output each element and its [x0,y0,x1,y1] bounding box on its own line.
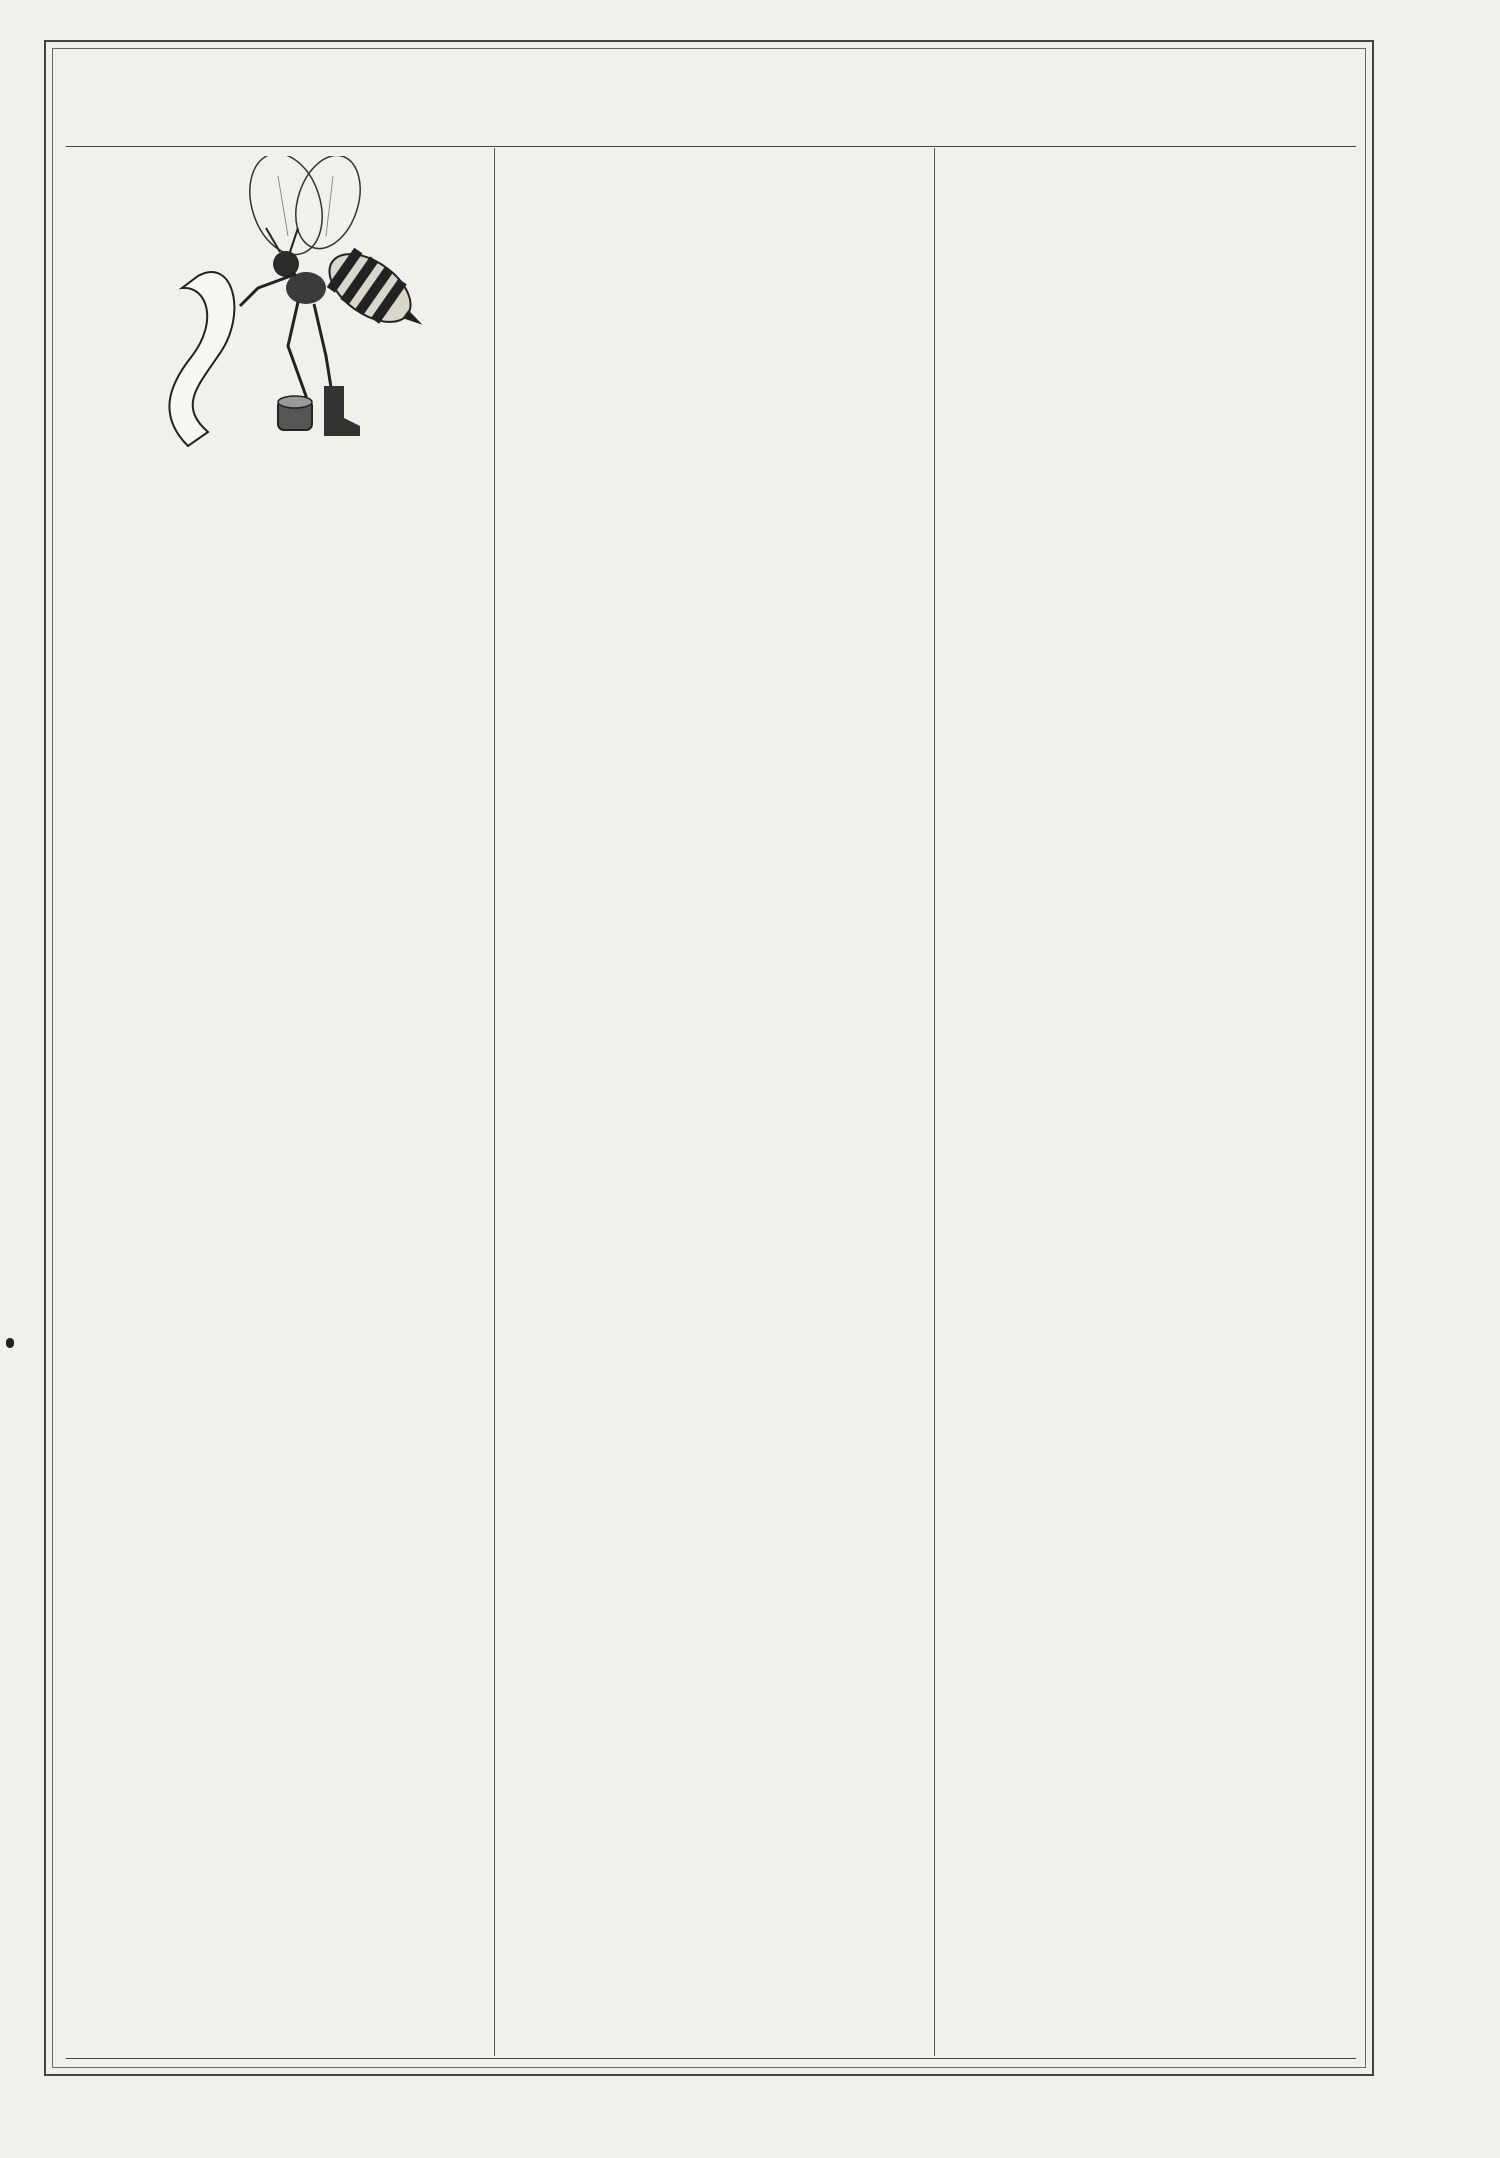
header-rule [66,146,1356,147]
column-1 [84,156,492,478]
column-rule-2 [934,148,935,2056]
footer-rule [66,2058,1356,2059]
margin-mark [6,1338,14,1348]
column-2 [500,156,928,167]
column-rule-1 [494,148,495,2056]
wasp-illustration [138,156,438,456]
column-3 [944,156,1368,170]
page-header [60,78,1360,122]
